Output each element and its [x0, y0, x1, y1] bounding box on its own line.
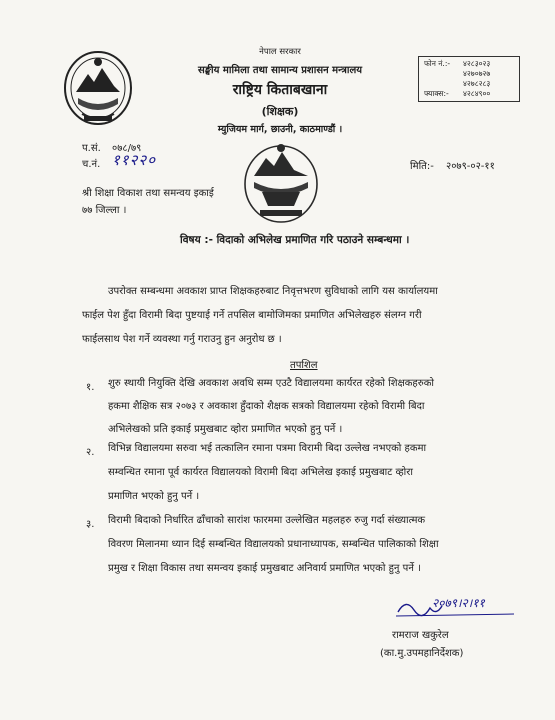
recipient-line-2: ७७ जिल्ला । — [82, 205, 127, 216]
contact-box — [418, 56, 520, 102]
item-1-number: १. — [86, 382, 95, 393]
signatory-name: रामराज खकुरेल — [392, 630, 449, 641]
item-2-line-3: प्रमाणित भएको हुनु पर्ने । — [108, 491, 200, 502]
phone-3: ४२७८२८३ — [463, 79, 491, 88]
office-subtitle: (शिक्षक) — [261, 105, 299, 118]
office-name: राष्ट्रिय किताबखाना — [232, 82, 328, 98]
office-seal-stamp — [232, 136, 330, 228]
phone-label: फोन नं.:- — [424, 59, 451, 68]
fax-label: फ्याक्स:- — [424, 89, 449, 98]
tapsil-heading: तपशिल — [290, 360, 318, 371]
item-3-number: ३. — [86, 519, 95, 530]
item-1-line-1: शुरु स्थायी नियुक्ति देखि अवकाश अवधि सम्म एउटै विद्यालयमा कार्यरत रहेको शिक्षकहरुको — [108, 378, 434, 389]
item-1-line-2: हकमा शैक्षिक सत्र २०७३ र अवकाश हुँदाको शैक्षक सत्रको विद्यालयमा रहेको विरामी बिदा — [108, 401, 425, 412]
intro-line-3: फाईलसाथ पेश गर्ने व्यवस्था गर्नु गराउनु हुन अनुरोध छ । — [82, 334, 282, 345]
office-address: म्युजियम मार्ग, छाउनी, काठमाण्डौं । — [217, 124, 343, 135]
chn-label: च.नं. — [82, 159, 101, 170]
item-1-line-3: अभिलेखको प्रति इकाई प्रमुखबाट व्होरा प्रमाणित भएको हुनु पर्ने । — [108, 424, 343, 435]
item-3-line-3: प्रमुख र शिक्षा विकास तथा समन्वय इकाई प्रमुखबाट अनिवार्य प्रमाणित भएको हुनु पर्ने । — [108, 563, 421, 574]
ps-value: ०७८/७९ — [112, 143, 142, 154]
fax-number: ४२८४९०० — [463, 89, 491, 98]
ministry-name: सङ्घीय मामिला तथा सामान्य प्रशासन मन्त्रालय — [197, 65, 363, 76]
chn-value-handwritten: ११२२० — [112, 151, 157, 169]
date-label: मिति:- — [410, 161, 434, 172]
item-2-line-2: सम्वन्धित रमाना पूर्व कार्यरत विद्यालयको विरामी बिदा अभिलेख इकाई प्रमुखबाट व्होरा — [108, 467, 413, 478]
subject-line: विषय :- विदाको अभिलेख प्रमाणित गरि पठाउने सम्बन्धमा । — [180, 234, 410, 246]
item-3-line-2: विवरण मिलानमा ध्यान दिई सम्बन्धित विद्यालयको प्रधानाध्यापक, सम्बन्धित पालिकाको शिक्षा — [108, 539, 439, 550]
signature-date-handwritten: २०७९।२।११ — [432, 596, 485, 610]
date-value: २०७९-०२-११ — [446, 161, 495, 172]
intro-line-2: फाईल पेश हुँदा विरामी बिदा पुष्टयाई गर्ने तपसिल बामोजिमका प्रमाणित अभिलेखहरु संलग्न गरी — [82, 310, 422, 321]
signatory-title: (का.मु.उपमहानिर्देशक) — [380, 648, 464, 659]
phone-1: ४२८३०२३ — [463, 59, 491, 68]
nepal-emblem-logo — [62, 48, 134, 126]
item-2-line-1: विभिन्न विद्यालयमा सरुवा भई तत्कालिन रमाना पत्रमा विरामी बिदा उल्लेख नभएको हकमा — [108, 443, 427, 454]
government-label: नेपाल सरकार — [259, 47, 301, 57]
item-3-line-1: विरामी बिदाको निर्धारित ढाँचाको सारांश फारममा उल्लेखित महलहरु रुजु गर्दा संख्यात्मक — [108, 515, 426, 526]
recipient-line-1: श्री शिक्षा विकाश तथा समन्वय इकाई — [82, 188, 214, 199]
ps-label: प.सं. — [82, 143, 101, 154]
intro-line-1: उपरोक्त सम्बन्धमा अवकाश प्राप्त शिक्षकहरुबाट निवृत्तभरण सुविधाको लागि यस कार्यालयमा — [108, 286, 438, 297]
phone-2: ४२७०७२७ — [463, 69, 491, 78]
item-2-number: २. — [86, 447, 95, 458]
